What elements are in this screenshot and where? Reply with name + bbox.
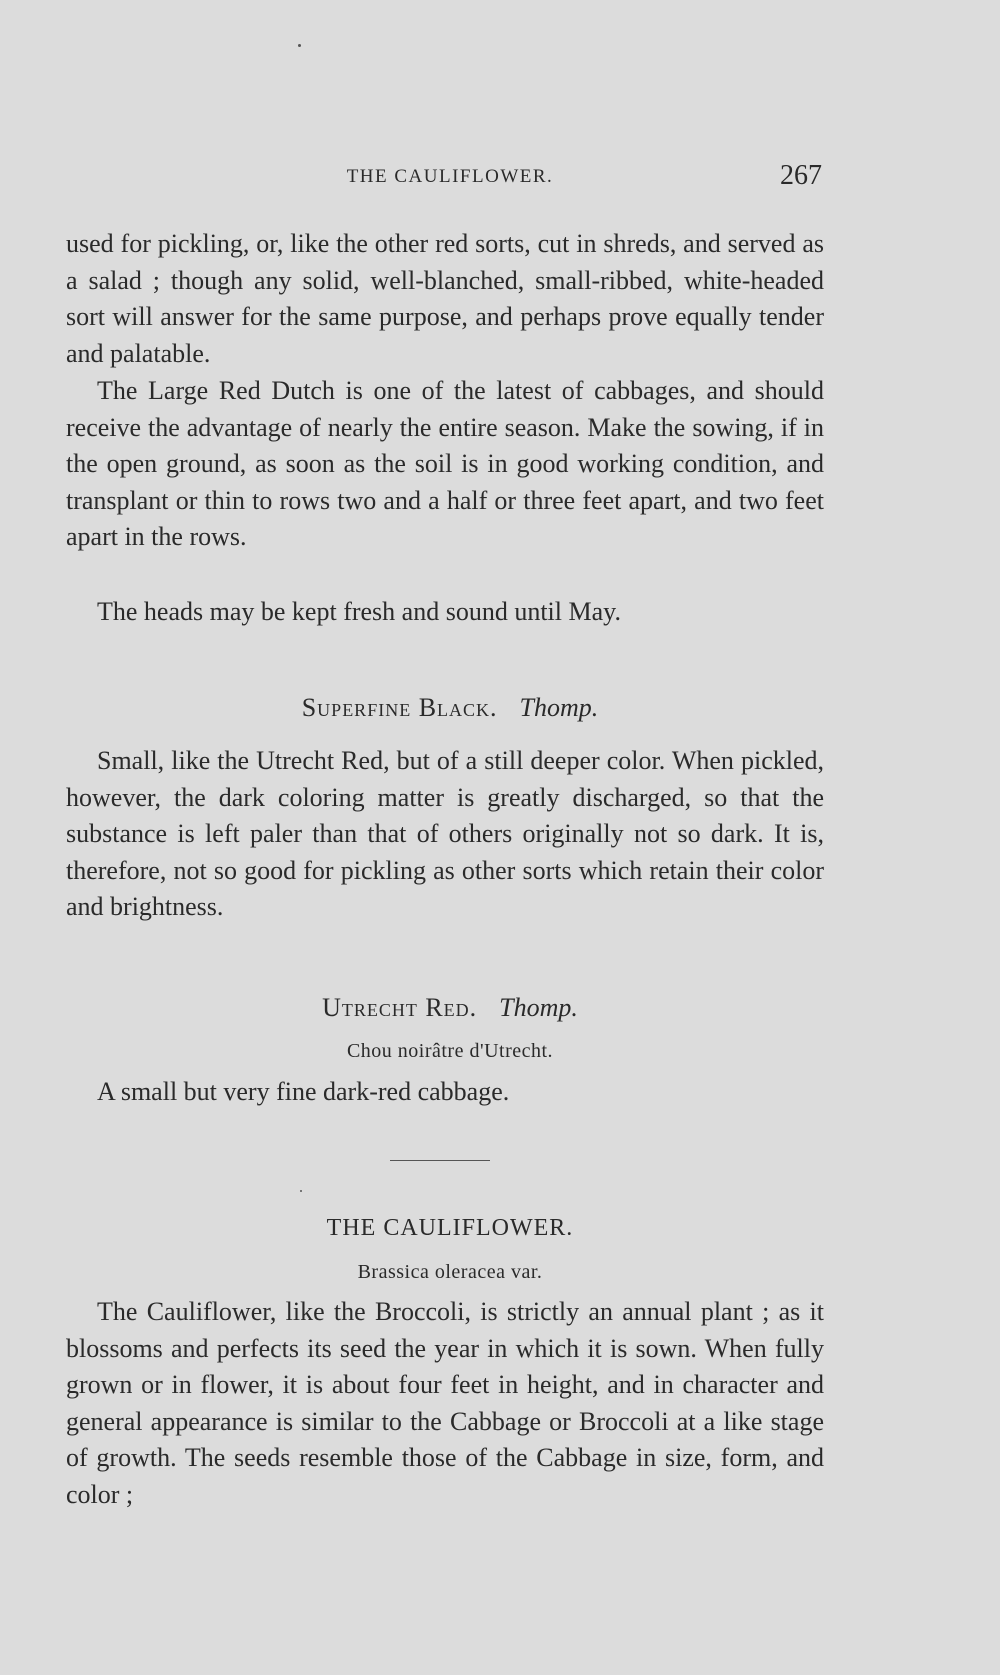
running-head bbox=[0, 160, 1000, 192]
variety-name: Superfine Black. bbox=[301, 693, 498, 722]
variety-heading-utrecht-red bbox=[0, 993, 900, 1023]
section-title-cauliflower: THE CAULIFLOWER. bbox=[326, 1215, 574, 1241]
paragraph-heads-keep: The heads may be kept fresh and sound until May. bbox=[97, 597, 621, 626]
variety-name: Utrecht Red. bbox=[322, 993, 478, 1022]
paragraph-superfine-black: Small, like the Utrecht Red, but of a still deeper color. When pickled, however, the dark coloring matter is greatly discharged, so that the substance is left paler than that of others originally not so dark. It is, therefore, not so good for pickling as other sorts which retain their color and brightness. bbox=[66, 746, 824, 922]
running-title: THE CAULIFLOWER. bbox=[346, 166, 554, 187]
variety-authority: Thomp. bbox=[519, 693, 599, 722]
ink-speck bbox=[300, 1190, 302, 1192]
paragraph-continued: used for pickling, or, like the other red sorts, cut in shreds, and served as a salad ; though any solid, well-blanched, small-ribbed, white-headed sort will answer for the same purpose, and perhaps prove equally tender and palatable. bbox=[66, 229, 824, 368]
ink-speck bbox=[298, 44, 301, 47]
paragraph-utrecht-red: A small but very fine dark-red cabbage. bbox=[97, 1077, 510, 1106]
variety-synonym: Chou noirâtre d'Utrecht. bbox=[346, 1040, 554, 1062]
page-number: 267 bbox=[780, 160, 822, 191]
variety-authority: Thomp. bbox=[499, 993, 578, 1022]
paragraph-cauliflower: The Cauliflower, like the Broccoli, is strictly an annual plant ; as it blossoms and perfects its seed the year in which it is sown. When fully grown or in flower, it is about four feet in height, and in character and general appearance is similar to the Cabbage or Broccoli at a like stage of growth. The seeds resemble those of the Cabbage in size, form, and color ; bbox=[66, 1297, 824, 1509]
paragraph-large-red-dutch: The Large Red Dutch is one of the latest of cabbages, and should receive the advantage of nearly the entire season. Make the sowing, if in the open ground, as soon as the soil is in good working condition, and transplant or thin to rows two and a half or three feet apart, and two feet apart in the rows. bbox=[66, 376, 824, 552]
section-divider bbox=[390, 1160, 490, 1161]
variety-heading-superfine-black bbox=[0, 693, 900, 723]
botanical-name: Brassica oleracea var. bbox=[357, 1261, 543, 1283]
